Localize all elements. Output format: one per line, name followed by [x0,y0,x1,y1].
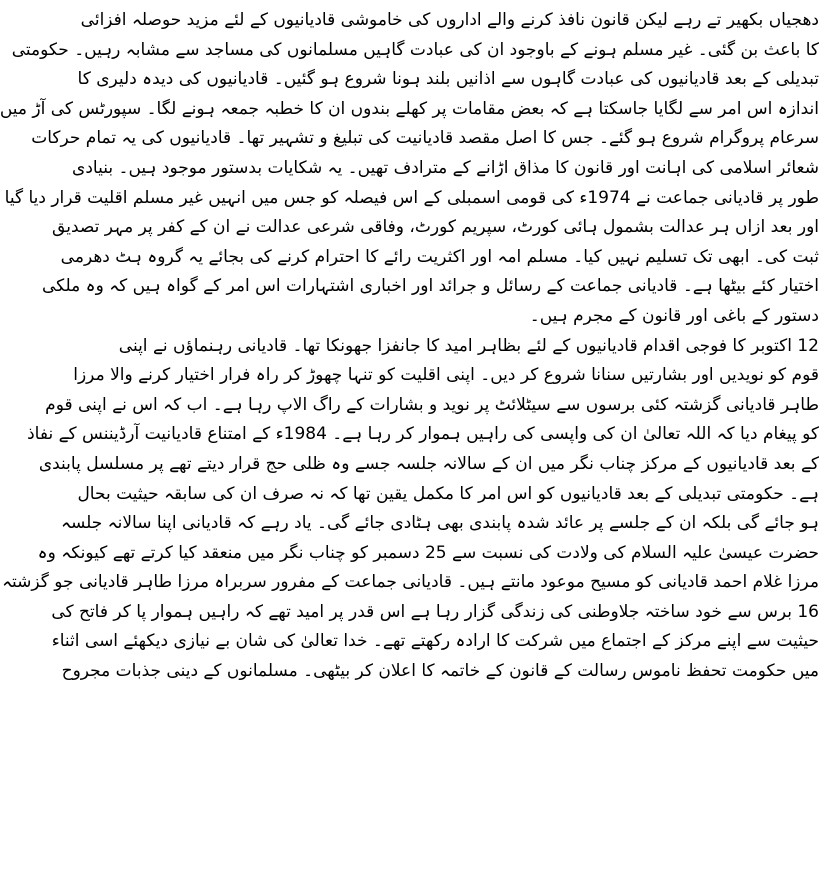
text-line: تبدیلی کے بعد قادیانیوں کی عبادت گاہوں سے اذانیں بلند ہونا شروع ہو گئیں۔ قادیانیوں کی دیدہ دلیری کا [77,69,819,90]
text-line: اور بعد ازاں ہر عدالت بشمول ہائی کورٹ، سپریم کورٹ، وفاقی شرعی عدالت نے ان کے کفر پر مہر تصدیق [52,217,819,238]
text-line: مرزا غلام احمد قادیانی کو مسیح موعود مانتے ہیں۔ قادیانی جماعت کے مفرور سربراہ مرزا طاہر قادیانی جو گزشتہ [2,572,819,593]
text-line: ہے۔ حکومتی تبدیلی کے بعد قادیانیوں کو اس امر کا مکمل یقین تھا کہ نہ صرف ان کی سابقہ حیثیت بحال [77,483,819,504]
paragraph-2 [2,332,819,687]
text-line: ہو جائے گی بلکہ ان کے جلسے پر عائد شدہ پابندی بھی ہٹادی جائے گی۔ یاد رہے کہ قادیانی اپنا سالانہ جلسہ [60,513,819,534]
text-line: 12 اکتوبر کا فوجی اقدام قادیانیوں کے لئے بظاہر امید کا جانفزا جھونکا تھا۔ قادیانی رہنماؤں نے اپنی [118,335,819,356]
text-line: شعائر اسلامی کی اہانت اور قانون کا مذاق اڑانے کے مترادف تھیں۔ یہ شکایات بدستور موجود ہیں۔ بنیادی [72,157,819,178]
text-line: ثبت کی۔ ابھی تک تسلیم نہیں کیا۔ مسلم امہ اور اکثریت رائے کا احترام کرنے کی بجائے یہ گروہ ہٹ دھرمی [60,246,819,267]
paragraph-1 [0,6,819,332]
text-line: دستور کے باغی اور قانون کے مجرم ہیں۔ [529,305,819,326]
text-line: سرعام پروگرام شروع ہو گئے۔ جس کا اصل مقصد قادیانیت کی تبلیغ و تشہیر تھا۔ قادیانیوں کی یہ تمام حرکات [31,128,819,149]
text-line: کا باعث بن گئی۔ غیر مسلم ہونے کے باوجود ان کی عبادت گاہیں مسلمانوں کی مساجد سے مشابہ رہیں۔ حکومتی [11,39,819,60]
text-line: قوم کو نویدیں اور بشارتیں سنانا شروع کر دیں۔ اپنی اقلیت کو تنہا چھوڑ کر راہ فرار اختیار کرنے والا مرزا [73,365,819,386]
text-line: حضرت عیسیٰ علیہ السلام کی ولادت کی نسبت سے 25 دسمبر کو چناب نگر میں منعقد کیا کرتے تھے کیونکہ وہ [37,542,819,563]
text-line: میں حکومت تحفظ ناموس رسالت کے قانون کے خاتمہ کا اعلان کر بیٹھی۔ مسلمانوں کے دینی جذبات مجروح [61,661,819,682]
text-line: دھجیاں بکھیر تے رہے لیکن قانون نافذ کرنے والے اداروں کی خاموشی قادیانیوں کے لئے مزید حوصلہ افزائی [80,10,819,30]
text-line: اختیار کئے بیٹھا ہے۔ قادیانی جماعت کے رسائل و جرائد اور اخباری اشتہارات اس امر کے گواہ ہیں کہ وہ ملکی [41,276,819,297]
text-line: طور پر قادیانی جماعت نے 1974ء کی قومی اسمبلی کے اس فیصلہ کو جس میں انہیں غیر مسلم اقلیت قرار دیا گیا [4,187,819,208]
text-line: 16 برس سے خود ساختہ جلاوطنی کی زندگی گزار رہا ہے اس قدر پر امید تھے کہ راہیں ہموار پا کر فاتح کی [51,601,819,622]
text-line: حیثیت سے اپنے مرکز کے اجتماع میں شرکت کا ارادہ رکھتے تھے۔ خدا تعالیٰ کی شان بے نیازی دیکھئے اسی اثناء [51,631,819,652]
text-line: کے بعد قادیانیوں کے مرکز چناب نگر میں ان کے سالانہ جلسہ جسے وہ ظلی حج قرار دیتے تھے پر مسلسل پابندی [38,453,819,474]
text-line: کو پیغام دیا کہ اللہ تعالیٰ ان کی واپسی کی راہیں ہموار کر رہا ہے۔ 1984ء کے امتناع قادیانیت آرڈیننس کے نفاذ [27,424,819,445]
text-line: اندازہ اس امر سے لگایا جاسکتا ہے کہ بعض مقامات پر کھلے بندوں ان کا خطبہ جمعہ ہونے لگا۔ سپورٹس کی آڑ میں [0,98,819,119]
text-line: طاہر قادیانی گزشتہ کئی برسوں سے سیٹلائٹ پر نوید و بشارات کے راگ الاپ رہا ہے۔ اب کہ اس نے اپنی قوم [45,394,819,415]
